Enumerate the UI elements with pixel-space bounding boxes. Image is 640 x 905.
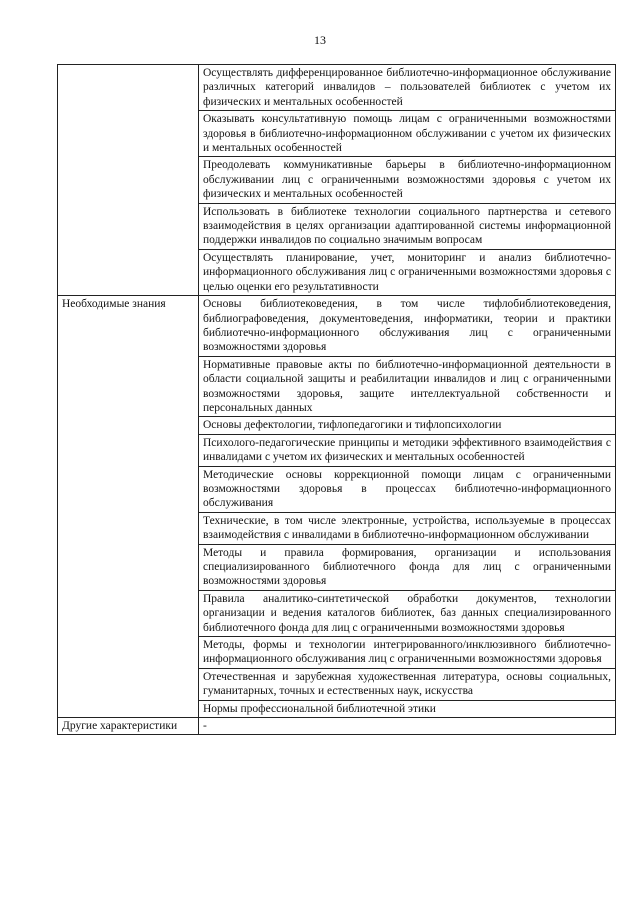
table-cell: Психолого-педагогические принципы и методики эффективного взаимодействия с инвалидами с учетом их физических и ментальных особенностей: [199, 434, 616, 466]
table-row: [58, 718, 616, 735]
table-cell: Нормативные правовые акты по библиотечно-информационной деятельности в области социальной защиты и реабилитации инвалидов и лиц с ограниченными возможностями здоровья, защите интеллектуальной собственности и персональных данных: [199, 356, 616, 417]
table-cell: Правила аналитико-синтетической обработки документов, технологии организации и ведения каталогов библиотек, баз данных специализированного библиотечного фонда для лиц с ограниченными возможностями здоровья: [199, 590, 616, 636]
row-label-knowledge: Необходимые знания: [58, 296, 199, 718]
table-cell: Методы, формы и технологии интегрированного/инклюзивного библиотечно-информационного обслуживания лиц с ограниченными возможностями здоровья: [199, 637, 616, 669]
table-cell: Отечественная и зарубежная художественная литература, основы социальных, гуманитарных, точных и естественных наук, искусства: [199, 668, 616, 700]
table-cell: Осуществлять планирование, учет, мониторинг и анализ библиотечно-информационного обслуживания лиц с ограниченными возможностями здоровья с целью оценки его результативности: [199, 249, 616, 295]
table-row: [58, 296, 616, 357]
table-cell: Основы дефектологии, тифлопедагогики и тифлопсихологии: [199, 417, 616, 434]
row-label-skills: [58, 65, 199, 296]
table-cell: Нормы профессиональной библиотечной этики: [199, 700, 616, 717]
table-cell: Преодолевать коммуникативные барьеры в библиотечно-информационном обслуживании лиц с ограниченными возможностями здоровья с учетом их физических и ментальных особенностей: [199, 157, 616, 203]
table-cell: Использовать в библиотеке технологии социального партнерства и сетевого взаимодействия в целях организации адаптированной системы информационной поддержки инвалидов по социально значимым вопросам: [199, 203, 616, 249]
row-label-other: Другие характеристики: [58, 718, 199, 735]
table-row: [58, 65, 616, 111]
table-cell: Методические основы коррекционной помощи лицам с ограниченными возможностями здоровья в процессах библиотечно-информационного обслуживания: [199, 466, 616, 512]
table-cell: Оказывать консультативную помощь лицам с ограниченными возможностями здоровья в библиотечно-информационном обслуживании с учетом их физических и ментальных особенностей: [199, 111, 616, 157]
table-cell: Основы библиотековедения, в том числе тифлобиблиотековедения, библиографоведения, документоведения, информатики, теории и практики библиотечно-информационного обслуживания лиц с ограниченными возможностями здоровья: [199, 296, 616, 357]
page-number: 13: [314, 33, 326, 47]
requirements-table: [57, 64, 616, 735]
table-cell: Технические, в том числе электронные, устройства, используемые в процессах взаимодействия с инвалидами в библиотечно-информационном обслуживании: [199, 512, 616, 544]
table-cell: -: [199, 718, 616, 735]
table-cell: Методы и правила формирования, организации и использования специализированного библиотечного фонда для лиц с ограниченными возможностями здоровья: [199, 544, 616, 590]
table-cell: Осуществлять дифференцированное библиотечно-информационное обслуживание различных категорий инвалидов – пользователей библиотек с учетом их физических и ментальных особенностей: [199, 65, 616, 111]
